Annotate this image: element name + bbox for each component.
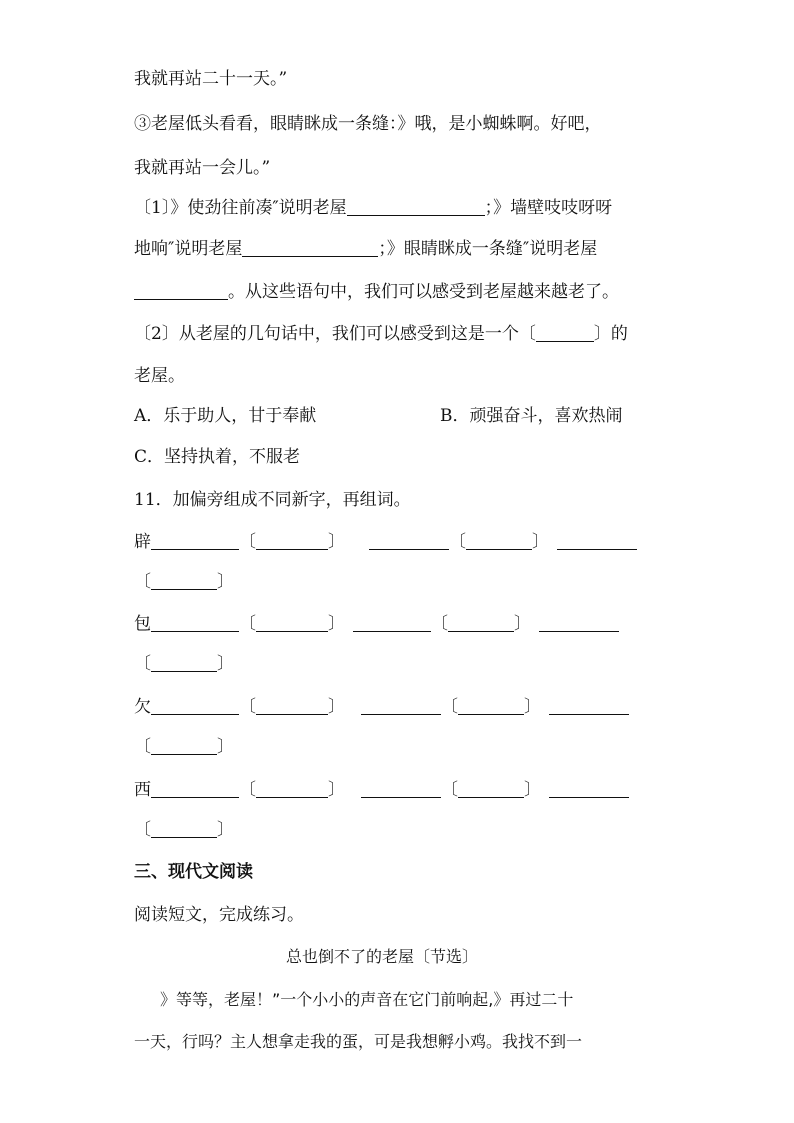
answer-blank[interactable] (448, 613, 514, 632)
answer-blank[interactable] (347, 197, 485, 216)
question-text: 〔2〕从老屋的几句话中，我们可以感受到这是一个〔 (134, 324, 536, 344)
answer-blank[interactable] (369, 531, 449, 550)
radical-row-cont (134, 570, 234, 594)
answer-blank[interactable] (549, 779, 629, 798)
answer-blank[interactable] (256, 531, 328, 550)
answer-blank[interactable] (539, 613, 619, 632)
answer-blank[interactable] (151, 613, 239, 632)
answer-blank[interactable] (151, 696, 239, 715)
question-2-line-1 (134, 322, 628, 346)
question-1-line-1 (134, 196, 612, 220)
paren-open: 〔 (239, 614, 256, 634)
radical-char: 欠 (134, 697, 151, 717)
paren-close: 〕 (217, 737, 234, 757)
answer-blank[interactable] (151, 571, 217, 590)
paren-close: 〕 (328, 614, 345, 634)
paren-close: 〕 (217, 820, 234, 840)
paren-close: 〕 (328, 697, 345, 717)
paren-close: 〕 (532, 532, 549, 552)
radical-row (134, 612, 619, 636)
answer-blank[interactable] (549, 696, 629, 715)
paren-open: 〔 (134, 654, 151, 674)
paren-close: 〕 (217, 572, 234, 592)
radical-char: 西 (134, 780, 151, 800)
paren-open: 〔 (239, 532, 256, 552)
answer-blank[interactable] (536, 323, 594, 342)
radical-row-cont (134, 652, 234, 676)
paren-close: 〕 (328, 780, 345, 800)
answer-blank[interactable] (557, 531, 637, 550)
paren-open: 〔 (134, 572, 151, 592)
answer-blank[interactable] (134, 281, 228, 300)
radical-char: 包 (134, 614, 151, 634)
option-b[interactable]: B．顽强奋斗，喜欢热闹 (440, 406, 623, 426)
answer-blank[interactable] (361, 696, 441, 715)
question-text: 〕的 (593, 324, 628, 344)
answer-blank[interactable] (256, 696, 328, 715)
answer-blank[interactable] (151, 531, 239, 550)
answer-blank[interactable] (151, 779, 239, 798)
paren-close: 〕 (328, 532, 345, 552)
paren-open: 〔 (441, 697, 458, 717)
answer-blank[interactable] (256, 779, 328, 798)
text-line: ③老屋低头看看，眼睛眯成一条缝：》哦，是小蜘蛛啊。好吧， (134, 114, 602, 134)
radical-row (134, 530, 637, 554)
answer-blank[interactable] (151, 736, 217, 755)
passage-text: 一天，行吗？主人想拿走我的蛋，可是我想孵小鸡。我找不到一 (134, 1032, 583, 1051)
paren-close: 〕 (524, 780, 541, 800)
question-text: ；》墙壁吱吱呀呀 (484, 198, 613, 218)
radical-row-cont (134, 735, 234, 759)
paren-open: 〔 (239, 697, 256, 717)
question-text: 〔1〕》使劲往前凑″说明老屋 (134, 198, 347, 218)
passage-text: 》等等，老屋！”一个小小的声音在它门前响起,》再过二十 (160, 990, 574, 1009)
option-a[interactable]: A．乐于助人，甘于奉献 (134, 406, 317, 426)
paren-open: 〔 (239, 780, 256, 800)
passage-title: 总也倒不了的老屋〔节选〕 (286, 947, 479, 966)
question-11: 11．加偏旁组成不同新字，再组词。 (134, 490, 411, 510)
radical-row (134, 778, 629, 802)
paren-close: 〕 (217, 654, 234, 674)
option-c[interactable]: C．坚持执着，不服老 (134, 447, 301, 467)
paren-open: 〔 (134, 820, 151, 840)
paren-close: 〕 (524, 697, 541, 717)
answer-blank[interactable] (353, 613, 431, 632)
answer-blank[interactable] (151, 819, 217, 838)
paren-open: 〔 (134, 737, 151, 757)
text-line: 我就再站二十一天。” (134, 69, 288, 89)
question-text: 地响″说明老屋 (134, 239, 243, 259)
question-text: 。从这些语句中，我们可以感受到老屋越来越老了。 (228, 282, 619, 302)
text-line: 我就再站一会儿。” (134, 158, 271, 178)
paren-open: 〔 (449, 532, 466, 552)
answer-blank[interactable] (242, 238, 378, 257)
question-1-line-3 (134, 280, 619, 304)
instruction-text: 阅读短文，完成练习。 (134, 905, 304, 925)
paren-open: 〔 (441, 780, 458, 800)
question-1-line-2 (134, 237, 597, 261)
question-text: ；》眼睛眯成一条缝″说明老屋 (378, 239, 598, 259)
answer-blank[interactable] (151, 653, 217, 672)
answer-blank[interactable] (458, 696, 524, 715)
radical-row (134, 695, 629, 719)
paren-open: 〔 (431, 614, 448, 634)
answer-blank[interactable] (361, 779, 441, 798)
section-heading: 三、现代文阅读 (134, 862, 253, 882)
answer-blank[interactable] (458, 779, 524, 798)
answer-blank[interactable] (466, 531, 532, 550)
radical-row-cont (134, 818, 234, 842)
radical-char: 辟 (134, 532, 151, 552)
paren-close: 〕 (514, 614, 531, 634)
question-2-line-2: 老屋。 (134, 366, 185, 386)
answer-blank[interactable] (256, 613, 328, 632)
